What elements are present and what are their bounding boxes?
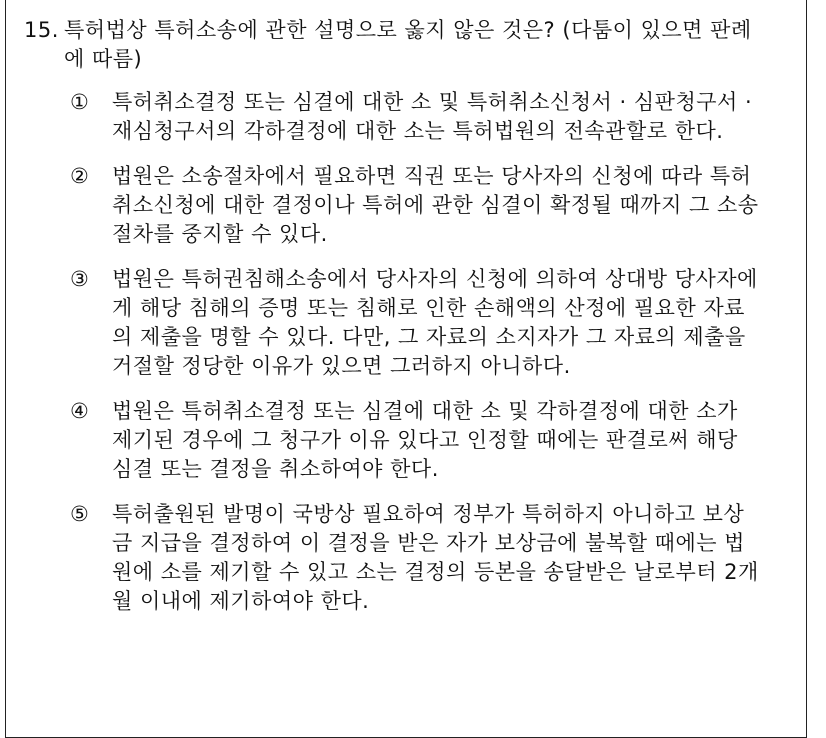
option-text: 법원은 특허취소결정 또는 심결에 대한 소 및 각하결정에 대한 소가 제기된 경우에 그 청구가 이유 있다고 인정할 때에는 판결로써 해당 심결 또는 결정을 취소하여야 한다. (112, 399, 738, 481)
option-marker: ② (70, 164, 90, 188)
options-list (70, 88, 760, 632)
option-text: 법원은 특허권침해소송에서 당사자의 신청에 의하여 상대방 당사자에게 해당 침해의 증명 또는 침해로 인한 손해액의 산정에 필요한 자료의 제출을 명할 수 있다. 다만, 그 자료의 소지자가 그 자료의 제출을 거절할 정당한 이유가 있으면 그러하지 아니하다. (112, 267, 758, 378)
option-marker: ① (70, 90, 90, 114)
option-5[interactable] (70, 500, 760, 616)
question-stem (24, 16, 754, 74)
option-marker: ⑤ (70, 502, 90, 526)
option-marker: ③ (70, 267, 90, 291)
option-3[interactable] (70, 265, 760, 381)
option-1[interactable] (70, 88, 760, 146)
option-text: 특허출원된 발명이 국방상 필요하여 정부가 특허하지 아니하고 보상금 지급을 결정하여 이 결정을 받은 자가 보상금에 불복할 때에는 법원에 소를 제기할 수 있고 소는 결정의 등본을 송달받은 날로부터 2개월 이내에 제기하여야 한다. (112, 502, 759, 613)
option-2[interactable] (70, 162, 760, 249)
question-text: 특허법상 특허소송에 관한 설명으로 옳지 않은 것은? (다툼이 있으면 판례에 따름) (64, 18, 752, 71)
option-marker: ④ (70, 399, 90, 423)
option-text: 법원은 소송절차에서 필요하면 직권 또는 당사자의 신청에 따라 특허취소신청에 대한 결정이나 특허에 관한 심결이 확정될 때까지 그 소송절차를 중지할 수 있다. (112, 164, 759, 246)
option-4[interactable] (70, 397, 760, 484)
option-text: 특허취소결정 또는 심결에 대한 소 및 특허취소신청서 · 심판청구서 · 재심청구서의 각하결정에 대한 소는 특허법원의 전속관할로 한다. (112, 90, 753, 143)
question-number: 15. (24, 18, 59, 42)
